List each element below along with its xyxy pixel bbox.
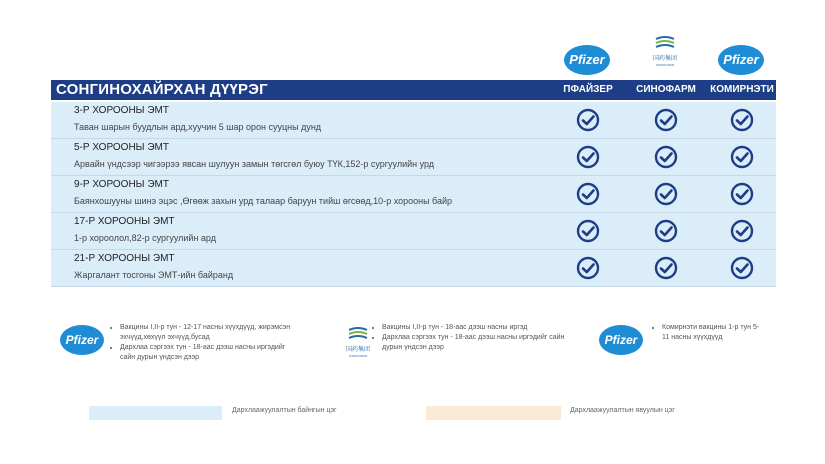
checkmark-icon bbox=[730, 108, 754, 132]
comirnaty-pfizer-logo: Pfizer bbox=[718, 45, 764, 75]
row-title: 5-Р ХОРООНЫ ЭМТ bbox=[74, 142, 169, 153]
list-item: • Дархлаа сэргээх тун - 18-аас дээш насны иргэдийг сайн дурын үндсэн дээр bbox=[382, 333, 572, 353]
table-row bbox=[51, 139, 776, 176]
checkmark-icon bbox=[576, 145, 600, 169]
checkmark-icon bbox=[654, 108, 678, 132]
list-item: • Комирнэти вакцины 1-р тун 5-11 насны хүүхдүүд bbox=[662, 323, 762, 343]
column-header-sinopharm: СИНОФАРМ bbox=[636, 84, 696, 95]
checkmark-icon bbox=[654, 219, 678, 243]
footer-sinopharm-logo bbox=[341, 326, 375, 360]
checkmark-icon bbox=[654, 145, 678, 169]
comirnaty-notes-list bbox=[652, 323, 762, 343]
checkmark-icon bbox=[576, 108, 600, 132]
table-row bbox=[51, 250, 776, 287]
list-item: • Дархлаа сэргээх тун - 18-аас дээш насны иргэдийг сайн дурын үндсэн дээр bbox=[120, 343, 300, 363]
sinopharm-logo-subtext: SINOPHARM bbox=[348, 354, 368, 358]
district-title: СОНГИНОХАЙРХАН ДҮҮРЭГ bbox=[56, 81, 268, 98]
table-row bbox=[51, 102, 776, 139]
checkmark-icon bbox=[576, 219, 600, 243]
column-header-pfizer: ПФАЙЗЕР bbox=[563, 84, 613, 95]
sinopharm-logo-subtext: SINOPHARM bbox=[655, 63, 675, 67]
checkmark-icon bbox=[730, 256, 754, 280]
legend-swatch-permanent bbox=[89, 406, 222, 420]
checkmark-icon bbox=[730, 182, 754, 206]
footer-pfizer-logo: Pfizer bbox=[60, 325, 104, 355]
row-title: 3-Р ХОРООНЫ ЭМТ bbox=[74, 105, 169, 116]
row-address: Жаргалант тосгоны ЭМТ-ийн байранд bbox=[74, 270, 234, 280]
table-row bbox=[51, 176, 776, 213]
checkmark-icon bbox=[730, 145, 754, 169]
legend-label-permanent: Дархлаажуулалтын байнгын цэг bbox=[232, 407, 337, 414]
row-address: Арвайн үндсээр чигээрээ явсан шулуун замын төгсгөл буюу ТҮК,152-р сургуулийн урд bbox=[74, 159, 435, 169]
pfizer-notes-list bbox=[110, 323, 300, 363]
sinopharm-emblem-icon bbox=[347, 326, 369, 342]
row-title: 21-Р ХОРООНЫ ЭМТ bbox=[74, 253, 175, 264]
table-row bbox=[51, 213, 776, 250]
row-address: Таван шарын буудлын ард,хуучин 5 шар орон сууцны дунд bbox=[74, 122, 322, 132]
sinopharm-logo bbox=[648, 35, 682, 69]
sinopharm-emblem-icon bbox=[654, 35, 676, 51]
row-address: Баянхошууны шинэ эцэс ,Өгөөж захын урд талаар баруун тийш өгсөөд,10-р хорооны байр bbox=[74, 196, 453, 206]
footer-comirnaty-logo: Pfizer bbox=[599, 325, 643, 355]
row-title: 9-Р ХОРООНЫ ЭМТ bbox=[74, 179, 169, 190]
checkmark-icon bbox=[654, 256, 678, 280]
checkmark-icon bbox=[576, 182, 600, 206]
sinopharm-logo-text: 国药集团 bbox=[652, 56, 677, 62]
row-address: 1-р хороолол,82-р сургуулийн ард bbox=[74, 233, 216, 243]
checkmark-icon bbox=[730, 219, 754, 243]
column-header-comirnaty: КОМИРНЭТИ bbox=[710, 84, 774, 95]
list-item: • Вакцины I,II-р тун - 12-17 насны хүүхдүүд, жирэмсэн эхчүүд,хөхүүл эхчүүд,бусад bbox=[120, 323, 300, 343]
list-item: • Вакцины I,II-р тун - 18-аас дээш насны иргэд bbox=[382, 323, 572, 333]
sinopharm-notes-list bbox=[372, 323, 572, 353]
checkmark-icon bbox=[654, 182, 678, 206]
pfizer-logo: Pfizer bbox=[564, 45, 610, 75]
checkmark-icon bbox=[576, 256, 600, 280]
sinopharm-logo-text: 国药集团 bbox=[345, 347, 370, 353]
legend-label-mobile: Дархлаажуулалтын явуулын цэг bbox=[570, 407, 675, 414]
row-title: 17-Р ХОРООНЫ ЭМТ bbox=[74, 216, 175, 227]
legend-swatch-mobile bbox=[426, 406, 561, 420]
